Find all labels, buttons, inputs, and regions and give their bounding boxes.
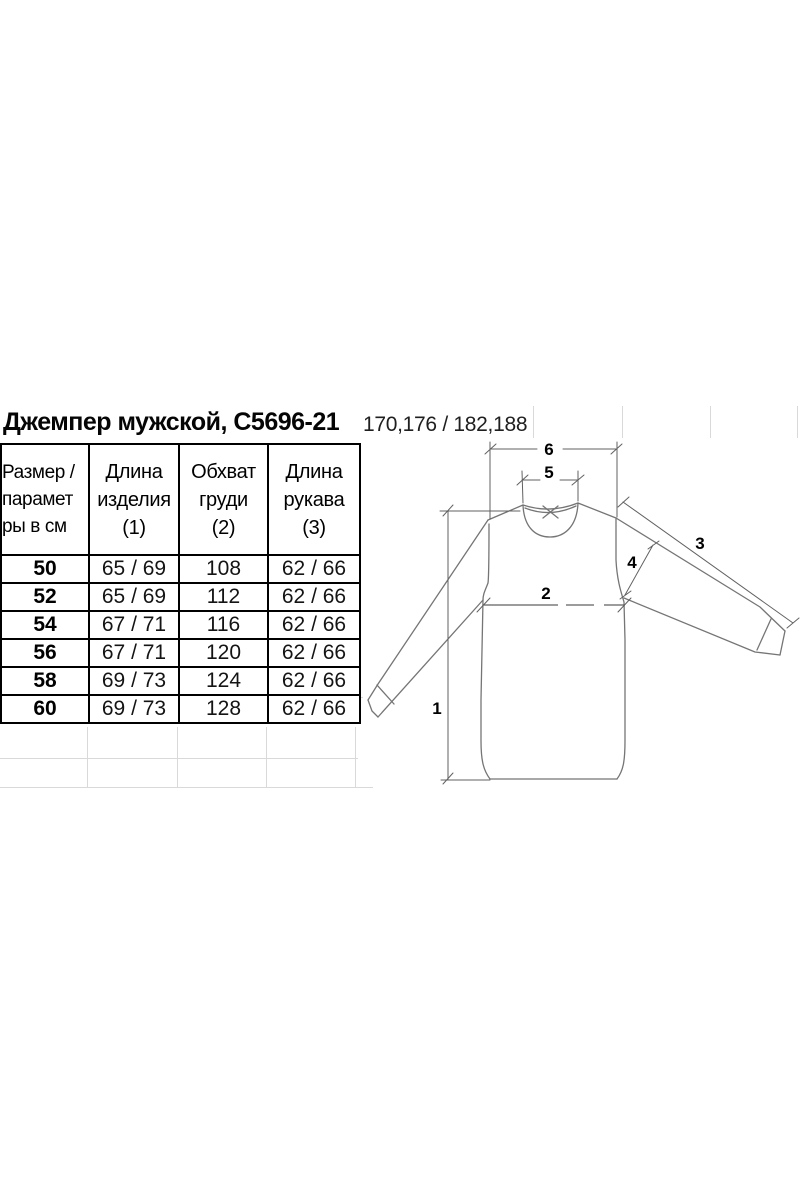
header-line: изделия <box>97 488 171 511</box>
header-cell-length <box>89 444 179 555</box>
header-line: (2) <box>211 516 236 539</box>
cell-length: 65 / 69 <box>89 555 179 583</box>
grid-line <box>87 727 88 787</box>
size-table <box>0 443 361 724</box>
cell-chest: 108 <box>179 555 268 583</box>
dimension-labels <box>432 440 704 718</box>
table-header-row <box>1 444 360 555</box>
grid-line <box>177 727 178 787</box>
cell-size: 56 <box>1 639 89 667</box>
cell-chest: 116 <box>179 611 268 639</box>
dim-label-2: 2 <box>541 584 551 603</box>
cell-sleeve: 62 / 66 <box>268 583 360 611</box>
height-range-label: 170,176 / 182,188 <box>363 413 528 436</box>
dim-label-5: 5 <box>544 463 554 482</box>
header-cell-sleeve <box>268 444 360 555</box>
dim-label-4: 4 <box>627 553 637 572</box>
header-line: Обхват <box>191 460 256 483</box>
header-cell-size-params <box>1 444 89 555</box>
cell-length: 65 / 69 <box>89 583 179 611</box>
cell-sleeve: 62 / 66 <box>268 555 360 583</box>
cell-chest: 128 <box>179 695 268 723</box>
dim-label-3: 3 <box>695 534 705 553</box>
header-line: Длина <box>285 460 343 483</box>
table-row <box>1 583 360 611</box>
cell-length: 67 / 71 <box>89 611 179 639</box>
dimension-lines <box>440 442 799 784</box>
header-line: груди <box>199 488 248 511</box>
table-row <box>1 695 360 723</box>
grid-line <box>355 727 356 787</box>
cell-chest: 124 <box>179 667 268 695</box>
sweater-outline <box>368 503 785 779</box>
cell-size: 52 <box>1 583 89 611</box>
dim-label-6: 6 <box>544 440 554 459</box>
header-line: ры в см <box>2 516 67 537</box>
grid-line <box>0 787 373 788</box>
header-line: (3) <box>302 516 326 539</box>
dim-label-1: 1 <box>432 699 442 718</box>
cell-chest: 112 <box>179 583 268 611</box>
table-row <box>1 611 360 639</box>
header-line: (1) <box>122 516 146 539</box>
table-row <box>1 639 360 667</box>
cell-size: 50 <box>1 555 89 583</box>
cell-sleeve: 62 / 66 <box>268 611 360 639</box>
cell-sleeve: 62 / 66 <box>268 695 360 723</box>
header-cell-chest <box>179 444 268 555</box>
table-row <box>1 667 360 695</box>
cell-size: 54 <box>1 611 89 639</box>
header-line: Размер / <box>2 462 75 483</box>
table-row <box>1 555 360 583</box>
cell-length: 67 / 71 <box>89 639 179 667</box>
sweater-technical-drawing <box>360 400 800 800</box>
cell-size: 60 <box>1 695 89 723</box>
cell-length: 69 / 73 <box>89 667 179 695</box>
header-line: Длина <box>105 460 163 483</box>
grid-line <box>0 758 358 759</box>
cell-chest: 120 <box>179 639 268 667</box>
cell-size: 58 <box>1 667 89 695</box>
cell-sleeve: 62 / 66 <box>268 639 360 667</box>
cell-length: 69 / 73 <box>89 695 179 723</box>
grid-line <box>266 727 267 787</box>
page-title: Джемпер мужской, С5696-21 <box>3 408 340 436</box>
header-line: парамет <box>2 489 73 510</box>
cell-sleeve: 62 / 66 <box>268 667 360 695</box>
header-line: рукава <box>283 488 345 511</box>
